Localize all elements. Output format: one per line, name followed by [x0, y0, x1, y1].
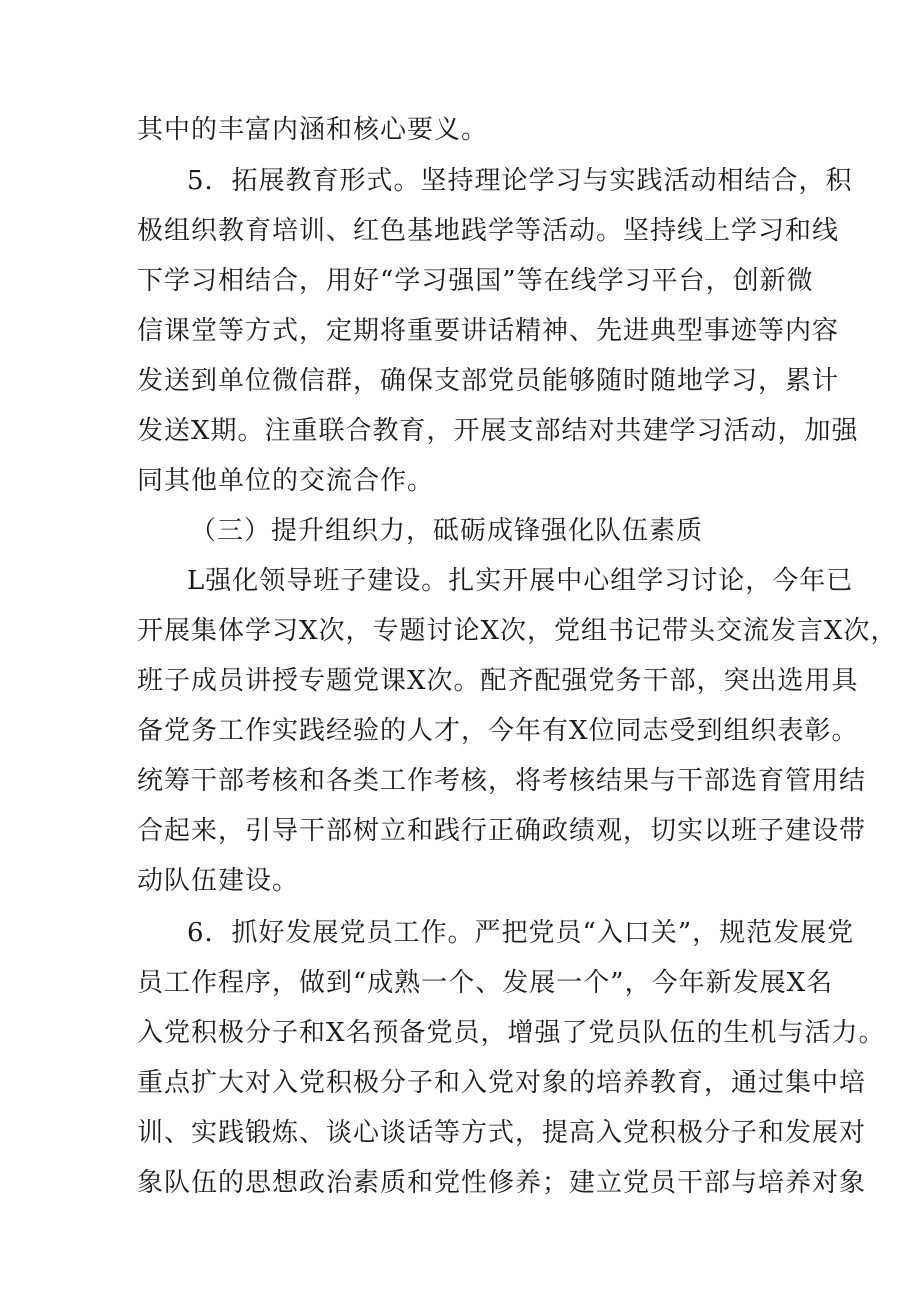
paragraph-line: 合起来，引导干部树立和践行正确政绩观，切实以班子建设带 — [137, 816, 867, 846]
paragraph-line: L强化领导班子建设。扎实开展中心组学习讨论，今年已 — [187, 566, 854, 596]
paragraph-line: 同其他单位的交流合作。 — [137, 466, 435, 496]
paragraph-line: 开展集体学习X次，专题讨论X次，党组书记带头交流发言X次， — [137, 616, 898, 646]
paragraph-line: 训、实践锻炼、谈心谈话等方式，提高入党积极分子和发展对 — [137, 1118, 867, 1148]
paragraph-line: 5．拓展教育形式。坚持理论学习与实践活动相结合，积 — [187, 166, 853, 196]
paragraph-line: 发送到单位微信群，确保支部党员能够随时随地学习，累计 — [137, 366, 840, 396]
paragraph-line: 入党积极分子和X名预备党员，增强了党员队伍的生机与活力。 — [137, 1018, 886, 1048]
paragraph-line: 信课堂等方式，定期将重要讲话精神、先进典型事迹等内容 — [137, 316, 840, 346]
paragraph-line: 班子成员讲授专题党课X次。配齐配强党务干部，突出选用具 — [137, 666, 859, 696]
paragraph-line: 6．抓好发展党员工作。严把党员“入口关”，规范发展党 — [187, 918, 855, 948]
paragraph-line: 发送X期。注重联合教育，开展支部结对共建学习活动，加强 — [137, 416, 859, 446]
section-heading: （三）提升组织力，砥砺成锋强化队伍素质 — [190, 516, 704, 546]
paragraph-line: 员工作程序，做到“成熟一个、发展一个”，今年新发展X名 — [137, 968, 834, 998]
paragraph-line: 极组织教育培训、红色基地践学等活动。坚持线上学习和线 — [137, 216, 840, 246]
paragraph-line: 动队伍建设。 — [137, 866, 300, 896]
paragraph-line: 统筹干部考核和各类工作考核，将考核结果与干部选育管用结 — [137, 766, 867, 796]
paragraph-line: 下学习相结合，用好“学习强国”等在线学习平台，创新微 — [137, 266, 814, 296]
paragraph-line: 其中的丰富内涵和核心要义。 — [137, 115, 489, 145]
paragraph-line: 象队伍的思想政治素质和党性修养；建立党员干部与培养对象 — [137, 1168, 867, 1198]
paragraph-line: 备党务工作实践经验的人才，今年有X位同志受到组织表彰。 — [137, 716, 859, 746]
paragraph-line: 重点扩大对入党积极分子和入党对象的培养教育，通过集中培 — [137, 1068, 867, 1098]
